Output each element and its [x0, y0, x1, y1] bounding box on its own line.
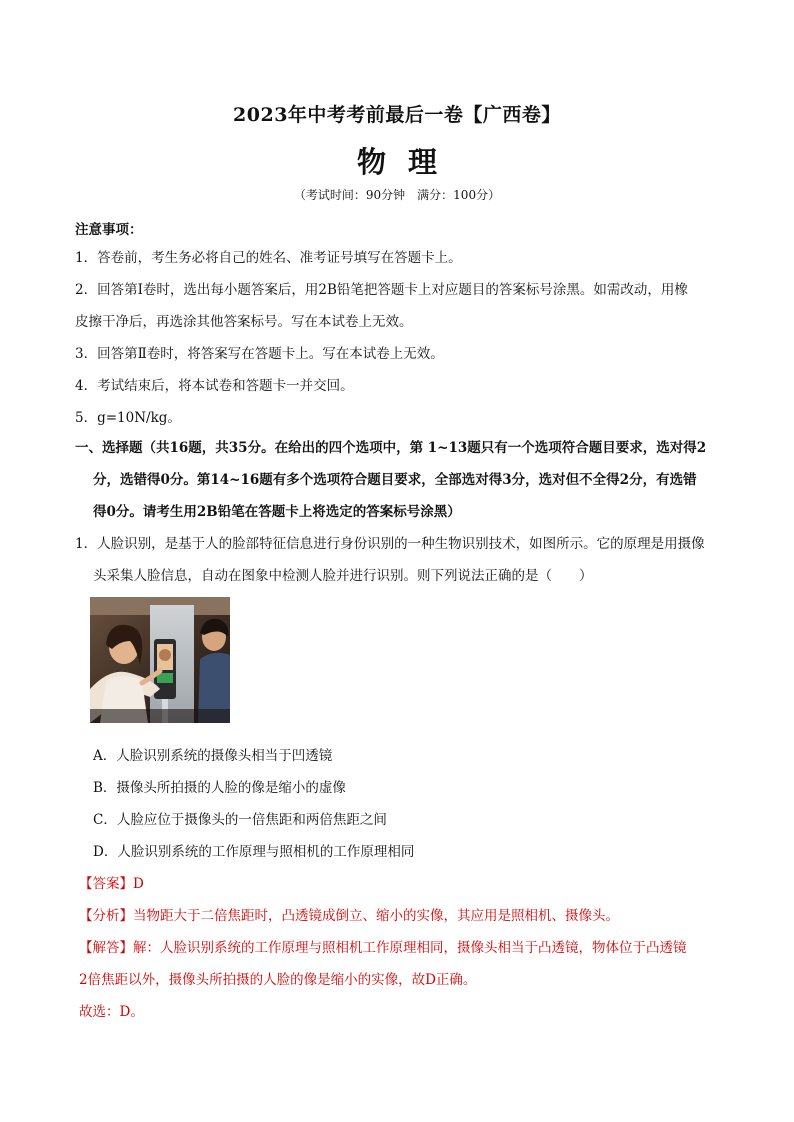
- question-stem-line: 头采集人脸信息，自动在图象中检测人脸并进行识别。则下列说法正确的是（ ）: [93, 568, 593, 584]
- exam-info: （考试时间：90分钟 满分：100分）: [293, 188, 501, 202]
- face-recognition-photo-icon: [90, 597, 230, 723]
- notice-item: 4．考试结束后，将本试卷和答题卡一并交回。: [75, 378, 354, 394]
- notice-item-continued: 皮擦干净后，再选涂其他答案标号。写在本试卷上无效。: [75, 314, 413, 330]
- notice-item: 2．回答第Ⅰ卷时，选出每小题答案后，用2B铅笔把答题卡上对应题目的答案标号涂黑。如需改动，用橡: [75, 282, 688, 298]
- conclusion-text: 故选：D。: [79, 1004, 144, 1020]
- subject-title: 物理: [356, 145, 459, 179]
- section-heading: 一、选择题（共16题，共35分。在给出的四个选项中，第 1~13题只有一个选项符合题目要求，选对得2: [75, 440, 707, 456]
- option-b: B．摄像头所拍摄的人脸的像是缩小的虚像: [93, 780, 346, 796]
- notice-item: 1．答卷前，考生务必将自己的姓名、准考证号填写在答题卡上。: [75, 250, 462, 266]
- solution-text-line: 2倍焦距以外，摄像头所拍摄的人脸的像是缩小的实像，故D正确。: [79, 972, 477, 988]
- section-heading-line: 得0分。请考生用2B铅笔在答题卡上将选定的答案标号涂黑）: [93, 504, 461, 520]
- question-stem: 1．人脸识别，是基于人的脸部特征信息进行身份识别的一种生物识别技术，如图所示。它的原理是用摄像: [75, 536, 705, 552]
- option-a: A．人脸识别系统的摄像头相当于凹透镜: [93, 748, 333, 764]
- analysis-text: 【分析】当物距大于二倍焦距时，凸透镜成倒立、缩小的实像，其应用是照相机、摄像头。: [79, 908, 619, 924]
- notice-item: 3．回答第Ⅱ卷时，将答案写在答题卡上。写在本试卷上无效。: [75, 346, 444, 362]
- option-c: C．人脸应位于摄像头的一倍焦距和两倍焦距之间: [93, 812, 387, 828]
- notice-heading: 注意事项：: [75, 222, 143, 238]
- answer-text: 【答案】D: [79, 876, 144, 892]
- page-title: 2023年中考考前最后一卷【广西卷】: [233, 104, 561, 126]
- option-d: D．人脸识别系统的工作原理与照相机的工作原理相同: [93, 844, 415, 860]
- notice-item: 5．g=10N/kg。: [75, 410, 181, 426]
- solution-text: 【解答】解：人脸识别系统的工作原理与照相机工作原理相同，摄像头相当于凸透镜，物体位于凸透镜: [79, 940, 687, 956]
- section-heading-line: 分，选错得0分。第14~16题有多个选项符合题目要求，全部选对得3分，选对但不全得2分，有选错: [93, 472, 697, 488]
